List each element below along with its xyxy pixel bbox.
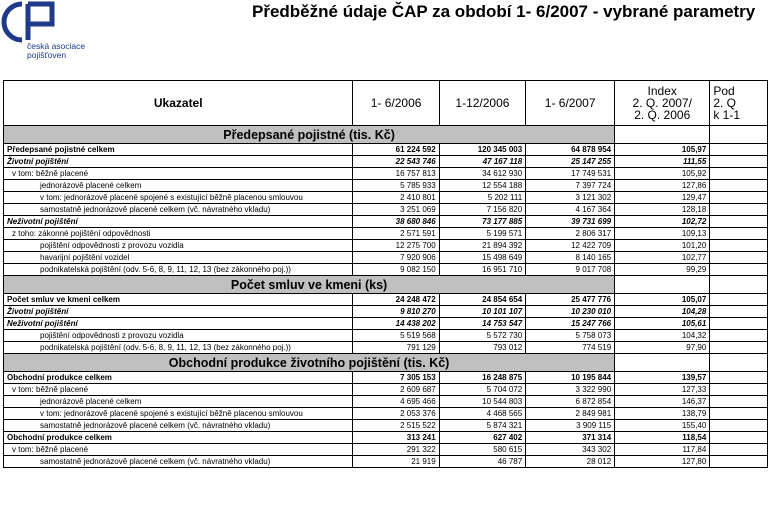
- cell-c2: 5 199 571: [439, 228, 526, 240]
- cell-c1: 14 438 202: [353, 318, 439, 330]
- row-label: havarijní pojištění vozidel: [4, 252, 353, 264]
- data-table: [3, 80, 768, 468]
- cell-c3: 6 872 854: [526, 396, 615, 408]
- cell-index: 105,97: [615, 144, 710, 156]
- row-label: Obchodní produkce celkem: [4, 432, 353, 444]
- cell-index: 117,84: [615, 444, 710, 456]
- cell-c2: 12 554 188: [439, 180, 526, 192]
- section-row: [4, 276, 768, 294]
- row-label: jednorázově placené celkem: [4, 396, 353, 408]
- cell-c2: 4 468 565: [439, 408, 526, 420]
- cell-c1: 7 305 153: [353, 372, 439, 384]
- cell-c1: 2 515 522: [353, 420, 439, 432]
- cell-c2: 627 402: [439, 432, 526, 444]
- cell-c1: 2 609 687: [353, 384, 439, 396]
- cell-c3: 25 477 776: [526, 294, 615, 306]
- header-index-line-1: Index: [647, 84, 677, 98]
- logo-text: [27, 42, 85, 60]
- cell-c1: 313 241: [353, 432, 439, 444]
- section-title: Počet smluv ve kmeni (ks): [4, 276, 615, 294]
- table-row: [4, 342, 768, 354]
- cell-c2: 793 012: [439, 342, 526, 354]
- cell-c2: 14 753 547: [439, 318, 526, 330]
- cell-c3: 25 147 255: [526, 156, 615, 168]
- cell-c3: 343 302: [526, 444, 615, 456]
- cell-c2: 7 156 820: [439, 204, 526, 216]
- section-title: Předepsané pojistné (tis. Kč): [4, 126, 615, 144]
- page-title: Předběžné údaje ČAP za období 1- 6/2007 - vybrané parametry: [252, 2, 756, 21]
- cell-c1: 2 410 801: [353, 192, 439, 204]
- cell-index: 129,47: [615, 192, 710, 204]
- cell-index: 146,37: [615, 396, 710, 408]
- cell-index: 99,29: [615, 264, 710, 276]
- cell-c3: 15 247 766: [526, 318, 615, 330]
- cell-index: 105,07: [615, 294, 710, 306]
- cell-c3: 28 012: [526, 456, 615, 468]
- cell-c3: 64 878 954: [526, 144, 615, 156]
- cell-c2: 5 202 111: [439, 192, 526, 204]
- table-row: [4, 168, 768, 180]
- cell-c2: 5 572 730: [439, 330, 526, 342]
- cell-c3: 774 519: [526, 342, 615, 354]
- cell-c1: 5 785 933: [353, 180, 439, 192]
- cell-index: 127,80: [615, 456, 710, 468]
- table-row: [4, 240, 768, 252]
- table-row: [4, 306, 768, 318]
- cell-index: 139,57: [615, 372, 710, 384]
- cell-c1: 3 251 069: [353, 204, 439, 216]
- cell-index: 118,54: [615, 432, 710, 444]
- header-c3: 1- 6/2007: [526, 81, 615, 126]
- table-row: [4, 264, 768, 276]
- cell-c2: 5 704 072: [439, 384, 526, 396]
- row-label: samostatně jednorázově placené celkem (vč. návratného vkladu): [4, 204, 353, 216]
- row-label: v tom: běžně placené: [4, 168, 353, 180]
- cell-c3: 8 140 165: [526, 252, 615, 264]
- cell-c1: 24 248 472: [353, 294, 439, 306]
- table-header-row: [4, 81, 768, 126]
- cell-index: 127,33: [615, 384, 710, 396]
- cap-logo: [0, 0, 110, 75]
- row-label: samostatně jednorázově placené celkem (vč. návratného vkladu): [4, 456, 353, 468]
- table-row: [4, 294, 768, 306]
- cell-c2: 10 544 803: [439, 396, 526, 408]
- cell-c3: 39 731 699: [526, 216, 615, 228]
- cell-c3: 3 121 302: [526, 192, 615, 204]
- cell-c3: 2 806 317: [526, 228, 615, 240]
- cell-c1: 22 543 746: [353, 156, 439, 168]
- cell-c3: 12 422 709: [526, 240, 615, 252]
- cell-c2: 46 787: [439, 456, 526, 468]
- cell-c3: 371 314: [526, 432, 615, 444]
- cell-index: 127,86: [615, 180, 710, 192]
- cell-c1: 2 053 376: [353, 408, 439, 420]
- table-row: [4, 228, 768, 240]
- table-row: [4, 318, 768, 330]
- row-label: Neživotní pojištění: [4, 318, 353, 330]
- header-index-line-2: 2. Q. 2007/: [632, 96, 692, 110]
- cell-c3: 9 017 708: [526, 264, 615, 276]
- cell-c2: 5 874 321: [439, 420, 526, 432]
- cell-c3: 3 909 115: [526, 420, 615, 432]
- row-label: Počet smluv ve kmeni celkem: [4, 294, 353, 306]
- cell-index: 128,18: [615, 204, 710, 216]
- header-ukazatel: Ukazatel: [4, 81, 353, 126]
- row-label: pojištění odpovědnosti z provozu vozidla: [4, 330, 353, 342]
- cell-c2: 580 615: [439, 444, 526, 456]
- cell-c2: 16 248 875: [439, 372, 526, 384]
- cell-c3: 10 195 844: [526, 372, 615, 384]
- cell-c2: 21 894 392: [439, 240, 526, 252]
- cell-c1: 2 571 591: [353, 228, 439, 240]
- row-label: podnikatelská pojištění (odv. 5-6, 8, 9, 11, 12, 13 (bez zákonného poj.)): [4, 264, 353, 276]
- cell-index: 111,55: [615, 156, 710, 168]
- cell-index: 109,13: [615, 228, 710, 240]
- cell-c1: 7 920 906: [353, 252, 439, 264]
- table-row: [4, 330, 768, 342]
- cell-c2: 16 951 710: [439, 264, 526, 276]
- row-label: v tom: běžně placené: [4, 384, 353, 396]
- cell-c1: 791 129: [353, 342, 439, 354]
- cell-c2: 34 612 930: [439, 168, 526, 180]
- table-row: [4, 252, 768, 264]
- cell-c1: 291 322: [353, 444, 439, 456]
- header-pod: [710, 81, 768, 126]
- header-index: [615, 81, 710, 126]
- row-label: Životní pojištění: [4, 306, 353, 318]
- row-label: samostatně jednorázově placené celkem (vč. návratného vkladu): [4, 420, 353, 432]
- cell-c3: 5 758 073: [526, 330, 615, 342]
- cell-c1: 5 519 568: [353, 330, 439, 342]
- table-row: [4, 420, 768, 432]
- cell-index: 102,77: [615, 252, 710, 264]
- cell-index: 101,20: [615, 240, 710, 252]
- cell-index: 105,61: [615, 318, 710, 330]
- cell-c1: 16 757 813: [353, 168, 439, 180]
- cell-index: 155,40: [615, 420, 710, 432]
- table-row: [4, 216, 768, 228]
- cell-c1: 12 275 700: [353, 240, 439, 252]
- header-pod-line-1: Pod: [713, 84, 735, 98]
- header-pod-line-2: 2. Q: [713, 96, 737, 110]
- row-label: Předepsané pojistné celkem: [4, 144, 353, 156]
- logo-line-2: pojišťoven: [27, 50, 67, 60]
- cell-c2: 15 498 649: [439, 252, 526, 264]
- cell-c1: 9 082 150: [353, 264, 439, 276]
- table-row: [4, 456, 768, 468]
- row-label: Neživotní pojištění: [4, 216, 353, 228]
- section-row: [4, 354, 768, 372]
- cell-index: 97,90: [615, 342, 710, 354]
- table-row: [4, 192, 768, 204]
- cell-c3: 4 167 364: [526, 204, 615, 216]
- table-row: [4, 372, 768, 384]
- cell-c2: 10 101 107: [439, 306, 526, 318]
- table-row: [4, 156, 768, 168]
- section-row: [4, 126, 768, 144]
- cell-c3: 3 322 990: [526, 384, 615, 396]
- row-label: v tom: jednorázově placené spojené s existující běžně placenou smlouvou: [4, 408, 353, 420]
- cell-c2: 47 167 118: [439, 156, 526, 168]
- table-row: [4, 384, 768, 396]
- table-row: [4, 180, 768, 192]
- table-row: [4, 432, 768, 444]
- cell-c2: 120 345 003: [439, 144, 526, 156]
- cell-c2: 73 177 885: [439, 216, 526, 228]
- row-label: pojištění odpovědnosti z provozu vozidla: [4, 240, 353, 252]
- cell-c3: 17 749 531: [526, 168, 615, 180]
- table-row: [4, 408, 768, 420]
- cell-c2: 24 854 654: [439, 294, 526, 306]
- cell-c1: 21 919: [353, 456, 439, 468]
- cell-index: 102,72: [615, 216, 710, 228]
- row-label: v tom: jednorázově placené spojené s existující běžně placenou smlouvou: [4, 192, 353, 204]
- header-c1: 1- 6/2006: [353, 81, 439, 126]
- row-label: z toho: zákonné pojištění odpovědnosti: [4, 228, 353, 240]
- header-pod-line-3: k 1-1: [713, 108, 741, 122]
- cell-c3: 10 230 010: [526, 306, 615, 318]
- row-label: v tom: běžně placené: [4, 444, 353, 456]
- table-row: [4, 204, 768, 216]
- cell-index: 138,79: [615, 408, 710, 420]
- cell-c3: 2 849 981: [526, 408, 615, 420]
- cell-c1: 9 810 270: [353, 306, 439, 318]
- cell-index: 104,28: [615, 306, 710, 318]
- logo-line-1: česká asociace: [27, 41, 86, 51]
- row-label: jednorázově placené celkem: [4, 180, 353, 192]
- cell-c1: 38 680 846: [353, 216, 439, 228]
- row-label: Obchodní produkce celkem: [4, 372, 353, 384]
- table-row: [4, 444, 768, 456]
- cell-c1: 4 695 466: [353, 396, 439, 408]
- section-title: Obchodní produkce životního pojištění (tis. Kč): [4, 354, 615, 372]
- header-c2: 1-12/2006: [439, 81, 526, 126]
- cell-c3: 7 397 724: [526, 180, 615, 192]
- cap-logo-icon: [0, 0, 60, 44]
- row-label: podnikatelská pojištění (odv. 5-6, 8, 9, 11, 12, 13 (bez zákonného poj.)): [4, 342, 353, 354]
- row-label: Životní pojištění: [4, 156, 353, 168]
- cell-index: 105,92: [615, 168, 710, 180]
- cell-c1: 61 224 592: [353, 144, 439, 156]
- table-row: [4, 396, 768, 408]
- cell-index: 104,32: [615, 330, 710, 342]
- header-index-line-3: 2. Q. 2006: [634, 108, 691, 122]
- table-row: [4, 144, 768, 156]
